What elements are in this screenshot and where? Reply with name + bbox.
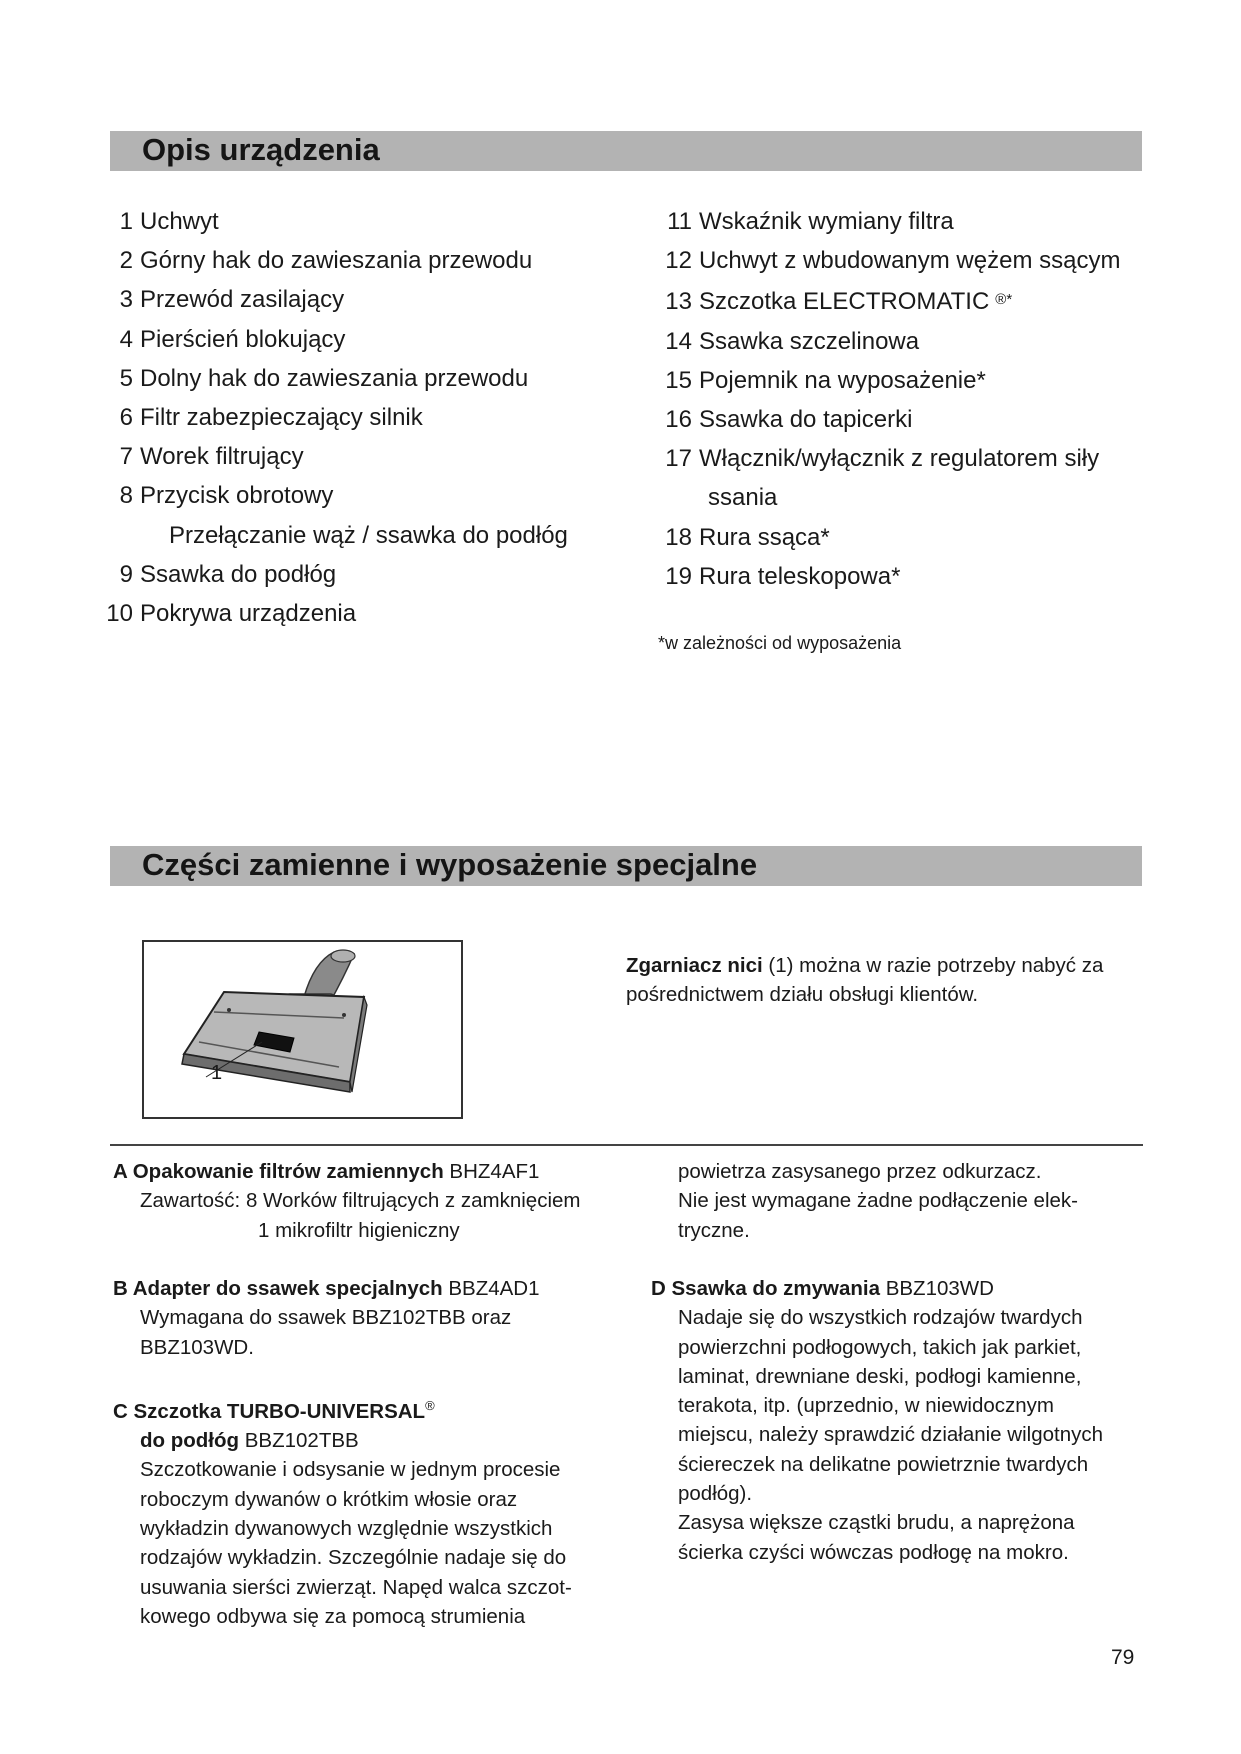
section-title: Opis urządzenia	[142, 132, 380, 167]
accessory-C-continued: powietrza zasysanego przez odkurzacz. Nie jest wymagane żadne podłączenie elek- tryczne.	[678, 1160, 1078, 1242]
list-item: 19 Rura teleskopowa*	[665, 562, 901, 590]
list-item: 17 Włącznik/wyłącznik z regulatorem siły	[665, 445, 1100, 473]
list-item: 6 Filtr zabezpieczający silnik	[119, 404, 423, 432]
list-item: 4 Pierścień blokujący	[119, 325, 346, 353]
section-header-czesci	[110, 846, 1142, 886]
divider	[110, 1144, 1143, 1146]
page-number: 79	[1111, 1646, 1135, 1669]
list-item: 11 Wskaźnik wymiany filtra	[667, 208, 954, 235]
list-item: 9 Ssawka do podłóg	[119, 560, 337, 588]
accessory-A: A Opakowanie filtrów zamiennych BHZ4AF1 Zawartość: 8 Worków filtrujących z zamknięciem 1 mikrofiltr higieniczny	[113, 1160, 581, 1242]
list-item-continuation: ssania	[708, 484, 778, 512]
floor-nozzle-illustration	[144, 942, 461, 1117]
list-item: 5 Dolny hak do zawieszania przewodu	[119, 364, 529, 392]
accessory-B: B Adapter do ssawek specjalnych BBZ4AD1 Wymagana do ssawek BBZ102TBB oraz BBZ103WD.	[113, 1277, 540, 1359]
list-item: 10 Pokrywa urządzenia	[106, 600, 357, 628]
accessory-C: C Szczotka TURBO-UNIVERSAL® do podłóg BBZ102TBB Szczotkowanie i odsysanie w jednym procesie roboczym dywanów o krótkim włosie oraz wykładzin dywanowych względnie wszystkich rodzajów wykładzin. Szczególnie nadaje się do usuwania sierści zwierząt. Napęd walca szczot- kowego odbywa się za pomocą strumienia	[113, 1398, 572, 1628]
list-item: 2 Górny hak do zawieszania przewodu	[119, 247, 533, 275]
list-item: 14 Ssawka szczelinowa	[665, 327, 920, 355]
footnote: *w zależności od wyposażenia	[658, 633, 902, 653]
section-header-opis	[110, 131, 1142, 171]
accessory-D: D Ssawka do zmywania BBZ103WD Nadaje się do wszystkich rodzajów twardych powierzchni podłogowych, takich jak parkiet, laminat, drewniane deski, podłogi kamienne, terakota, itp. (uprzednio, w niewidocznym miejscu, należy sprawdzić działanie wilgotnych ściereczek na delikatne powietrznie twardych podłóg). Zasysa większe cząstki brudu, a naprężona ścierka czyści wówczas podłogę na mokro.	[651, 1277, 1103, 1564]
list-item: 8 Przycisk obrotowy	[119, 482, 334, 510]
thread-remover-note: Zgarniacz nici (1) można w razie potrzeby nabyć za pośrednictwem działu obsługi klientów.	[626, 954, 1104, 1007]
list-item-continuation: Przełączanie wąż / ssawka do podłóg	[169, 521, 568, 549]
callout-number: 1	[211, 1062, 223, 1084]
list-item: 15 Pojemnik na wyposażenie*	[665, 366, 986, 394]
list-item: 13 Szczotka ELECTROMATIC ®*	[665, 288, 1013, 316]
section-title: Części zamienne i wyposażenie specjalne	[142, 847, 758, 882]
floor-nozzle-figure	[142, 940, 463, 1119]
parts-list-left	[88, 202, 568, 633]
list-item: 16 Ssawka do tapicerki	[665, 406, 913, 434]
list-item: 7 Worek filtrujący	[119, 443, 304, 471]
list-item: 12 Uchwyt z wbudowanym wężem ssącym	[665, 247, 1121, 275]
list-item: 1 Uchwyt	[119, 208, 219, 235]
registered-mark: ®*	[995, 291, 1013, 309]
list-item: 18 Rura ssąca*	[665, 523, 830, 551]
list-item: 3 Przewód zasilający	[119, 286, 345, 314]
parts-list-right	[652, 202, 1120, 596]
